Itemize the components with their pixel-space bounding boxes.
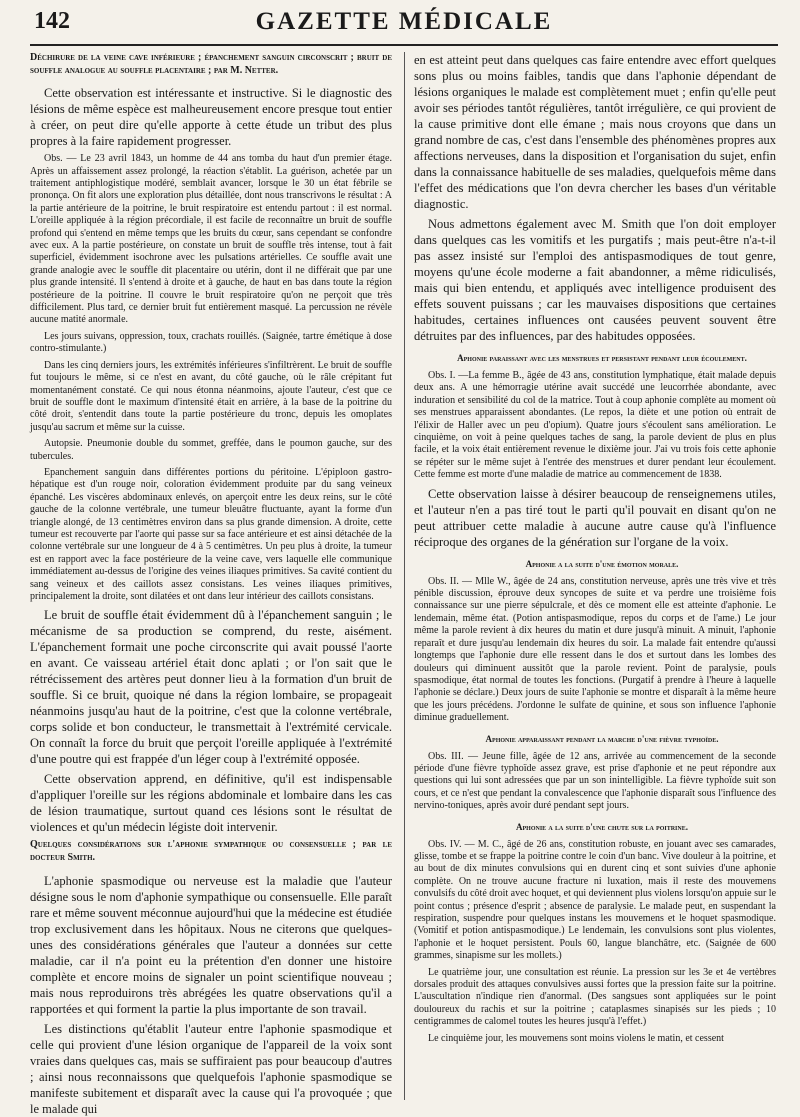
aphonie-paragraph: L'aphonie spasmodique ou nerveuse est la maladie que l'auteur désigne sous le nom d'aphonie sympathique ou consensuelle. Elle paraît rare et même souvent méconnue aujourd'hui que la médecine est étudiée trop exclusivement dans les hôpitaux. Nous ne citerons que quelques-unes des considérations générales que l'auteur a données sur cette maladie, car il n'a point eu la prétention d'en donner une histoire complète et encore moins de signaler un point scientifique nouveau ; mais nous reproduirons très abrégées les quatre observations qu'il a rapportées et qui forment la partie la plus importante de son travail. bbox=[30, 873, 392, 1016]
observation-paragraph: Obs. I. —La femme B., âgée de 43 ans, constitution lymphatique, était malade depuis deux ans. A une hémorragie utérine avait succédé une leucorrhée abondante, avec induration et sensibilité du col de la matrice. Tout à coup aphonie complète au moment où ses menstrues apparaissent abondantes. (Le repos, la diète et une potion où entrait de l'élixir de Haller avec un peu d'opium). Quatre jours s'écoulent sans amélioration. Le cinquième, on voit à peine quelques taches de sang, la parole devient de plus en plus facile, et la voix était entièrement revenue le dixième jour. J'ai vu trois fois cette aphonie se répéter sur le même sujet à l'entrée des menstrues et durer pendant leur écoulement. Cette femme est morte d'une maladie de matrice au commencement de 1838. bbox=[414, 370, 776, 481]
observation-paragraph: Obs. III. — Jeune fille, âgée de 12 ans, arrivée au commencement de la seconde période d'une fièvre typhoïde assez grave, est prise d'aphonie et ne peut répondre aux questions qui lui sont adressées que par un son inintelligible. La fièvre typhoïde suit son cours, et ce n'est que pendant la convalescence que l'aphonie disparaît sous l'influence des nervino-toniques, après avoir duré pendant sept jours. bbox=[414, 750, 776, 812]
continued-paragraph: en est atteint peut dans quelques cas faire entendre avec effort quelques sons plus ou moins faibles, tandis que dans l'aphonie dépendant de lésions organiques le malade est complètement muet ; enfin qu'elle peut avoir ses périodes tantôt régulières, tantôt irrégulière, ce qui provient de la cause primitive dont elle émane ; mais nous croyons que dans un grand nombre de cas, c'est dans l'ensemble des phénomènes propres aux affections nerveuses, dans la disposition et l'organisation du sujet, enfin dans la connaissance habituelle de ses maladies, quelquefois même dans l'effet des médications que l'on devra chercher les bases d'un véritable diagnostic. bbox=[414, 53, 776, 211]
continued-paragraph: Nous admettons également avec M. Smith que l'on doit employer dans quelques cas les vomitifs et les purgatifs ; mais peut-être n'a-t-il pas assez insisté sur l'emploi des antispasmodiques de tout genre, moyens qu'une école moderne a fait abandonner, a même ridiculisés, mais qui bien entendu, et appliqués avec intelligence produisent des effets souvent puissans ; car les mauvaises dispositions que certaines habitudes, certaines influences ont causées peuvent souvent être détruites par des influences, par des habitudes opposées. bbox=[414, 217, 776, 343]
observation-paragraph: Le quatrième jour, une consultation est réunie. La pression sur les 3e et 4e vertèbres dorsales produit des attaques convulsives aussi fortes que la pression faite sur la poitrine. L'auscultation n'indique rien d'anormal. (Des sangsues sont appliquées sur le point douloureux du rachis et sur la poitrine ; cataplasmes sinapisés sur les pieds ; 10 centigrammes de calomel toutes les heures jusqu'à l'effet.) bbox=[414, 966, 776, 1028]
commentary-paragraph: Le bruit de souffle était évidemment dû à l'épanchement sanguin ; le mécanisme de sa production se comprend, du reste, aisément. L'épanchement formait une poche circonscrite qui avait poussé l'aorte en avant. Ce vaisseau artériel était donc aplati ; or l'on sait que le rétrécissement des artères peut donner lieu à la formation d'un bruit de souffle. Si ce bruit, quoique né dans la région lombaire, se propageait néanmoins jusqu'au haut de la poitrine, c'est que la colonne vertébrale, corps solide et bon conducteur, le transmettait à l'extrémité cervicale. On connaît la force du bruit que perçoit l'oreille appliquée à l'extrémité d'une poutre qui est frappée d'un léger coup à l'extrémité opposée. bbox=[30, 608, 392, 767]
intro-paragraph: Cette observation est intéressante et instructive. Si le diagnostic des lésions de même espèce est malheureusement encore presque tout entier à créer, on peut dire qu'elle apporte à cette étude un tribut des plus propres à la faire rapidement progresser. bbox=[30, 86, 392, 149]
page-number: 142 bbox=[34, 8, 70, 34]
observation-paragraph: Dans les cinq derniers jours, les extrémités inférieures s'infiltrèrent. Le bruit de souffle fut toujours le même, si ce n'est en avant, du côté gauche, où le râle crépitant fut momentanément constaté. Ce qui nous étonna néanmoins, ajoute l'auteur, c'est que ce bruit de souffle dont le maximum d'intensité était en arrière, à la base de la poitrine du côté droit, s'entendit dans toute la partie postérieure du tronc, depuis les omoplates jusqu'au sacrum et même sur la cuisse. bbox=[30, 359, 392, 433]
aphonie-paragraph: Les distinctions qu'établit l'auteur entre l'aphonie spasmodique et celle qui provient d'une lésion organique de l'appareil de la voix sont vraies dans quelques cas, mais se suffiraient pas pour beaucoup d'autres ; ainsi nous reconnaissons que quelquefois l'aphonie spasmodique se manifeste subitement et disparaît avec la cause qui l'a provoquée ; que le malade qui bbox=[30, 1021, 392, 1116]
observation-paragraph: Les jours suivans, oppression, toux, crachats rouillés. (Saignée, tartre émétique à dose contro-stimulante.) bbox=[30, 330, 392, 355]
right-column bbox=[414, 52, 776, 1100]
journal-title: GAZETTE MÉDICALE bbox=[255, 8, 553, 35]
autopsy-paragraph: Autopsie. Pneumonie double du sommet, greffée, dans le poumon gauche, sur des tubercules. bbox=[30, 438, 392, 462]
section-title-netter: Déchirure de la veine cave inférieure ; épanchement sanguin circonscrit ; bruit de souffle analogue au souffle placentaire ; par M. Netter. bbox=[30, 52, 392, 76]
subsection-title: Aphonie apparaissant pendant la marche d'une fièvre typhoïde. bbox=[485, 733, 719, 744]
column-divider bbox=[404, 52, 405, 1100]
subsection-title: Aphonie paraissant avec les menstrues et persistant pendant leur écoulement. bbox=[457, 353, 747, 363]
observation-paragraph: Epanchement sanguin dans différentes portions du péritoine. L'épiploon gastro-hépatique est d'un rouge noir, coloration évidemment produite par du sang veineux épanché. Les viscères abdominaux enlevés, on aperçoit entre les deux reins, sur le côté gauche de la colonne vertébrale, une tumeur bleuâtre fluctuante, ayant la forme d'un triangle alongé, de 13 centimètres environ dans sa plus grande dimension. A droite, cette tumeur est recouverte par l'aorte qui passe sur sa face antérieure et est ainsi détachée de la colonne vertébrale sur une longueur de 4 à 5 centimètres. Un peu plus à droite, la tumeur est en rapport avec la face postérieure de la veine cave, vers laquelle elle communique immédiatement au-dessus de l'origine des veines iliaques primitives. Sa cavité contient du sang veineux et des caillots assez consistans. Les veines iliaques primitives, principalement la droite, sont dilatées et ont dans leur intérieur des caillots consistans. bbox=[30, 466, 392, 602]
subsection-title: Aphonie a la suite d'une émotion morale. bbox=[525, 558, 679, 569]
observation-paragraph: Le cinquième jour, les mouvemens sont moins violens le matin, et cessent bbox=[428, 1032, 724, 1044]
left-column bbox=[30, 52, 392, 1116]
observation-paragraph: Obs. IV. — M. C., âgé de 26 ans, constitution robuste, en jouant avec ses camarades, glisse, tombe et se frappe la poitrine contre le coin d'un banc. Vive douleur à la poitrine, et au bout de dix minutes convulsions qui en durent cinq et sont suivies d'une aphonie complète. On ne trouve aucune fracture ni luxation, mais il reste des mouvemens convulsifs du côté droit avec hoquet, et qui deviennent plus violens lorsqu'on appuie sur le point contus ; présence d'esprit ; absence de paralysie. Le malade peut, en suspendant la respiration, suspendre pour quelques instans les mouvemens et le hoquet spasmodique. (Vomitif et potion antispasmodique.) Le lendemain, les convulsions sont plus violentes, l'aphonie et le hoquet persistent. Pouls 60, langue blanchâtre, etc. (Saignée de 600 grammes, sinapisme sur les mollets.) bbox=[414, 838, 777, 962]
page-header bbox=[30, 4, 778, 46]
commentary-paragraph: Cette observation laisse à désirer beaucoup de renseignemens utiles, et l'auteur n'en a pas tiré tout le parti qu'il pouvait en disant qu'on ne peut attribuer cette maladie à aucune autre cause qu'à l'influence réciproque des organes de la génération sur l'organe de la voix. bbox=[414, 486, 776, 549]
section-title-smith: Quelques considérations sur l'aphonie sympathique ou consensuelle ; par le docteur Smith. bbox=[30, 839, 392, 863]
observation-paragraph: Obs. II. — Mlle W., âgée de 24 ans, constitution nerveuse, après une très vive et très pénible discussion, éprouve deux syncopes de suite et va perdre une troisième fois connaissance sur une pierre sépulcrale, et dès ce moment elle est atteinte d'aphonie. Le lendemain, même état. (Potion antispasmodique, repos du corps et de l'ame.) Le jour même la parole revient à dix heures du matin et dure jusqu'à minuit. A minuit, l'aphonie reparaît et dure jusqu'au lendemain dix heures du soir. La malade fait entendre qu'aussi longtemps que l'aphonie dure elle ressent dans le dos et surtout dans les lombes des douleurs qui diminuent aussitôt que la parole revient. Point de paralysie, pouls spasmodique, état normal de toutes les fonctions. (Purgatif à prendre à l'heure à laquelle l'aphonie se déclare.) Deux jours de suite l'aphonie se montre et disparaît à la même heure que les jours précédens. J'ordonne le sulfate de quinine, et sous son influence l'aphonie diminue graduellement. bbox=[414, 575, 776, 724]
subsection-title: Aphonie a la suite d'une chute sur la poitrine. bbox=[516, 821, 688, 832]
commentary-paragraph: Cette observation apprend, en définitive, qu'il est indispensable d'appliquer l'oreille sur les régions abdominale et lombaire dans les cas de lésion traumatique, surtout quand ces lésions sont le résultat de violences et qu'un médecin légiste doit intervenir. bbox=[30, 772, 392, 835]
observation-paragraph: Obs. — Le 23 avril 1843, un homme de 44 ans tomba du haut d'un premier étage. Après un affaissement assez prolongé, la réaction s'établit. La guérison, achetée par un traitement antiphlogistique modéré, semblait avancer, lorsque le 30 un état fébrile se prononça. On fit alors une exploration plus détaillée, dont nous transcrivons le résultat : A la partie antérieure de la poitrine, le bruit respiratoire est entendu partout : il est normal. L'oreille appliquée à la région précordiale, il est facile de reconnaître un bruit de souffle profond qui s'entend en même temps que les bruits du cœur, sans cependant se confondre avec eux. A la partie postérieure, on constate un bruit de souffle très intense, tout à fait superficiel, évidemment isochrone avec les pulsations artérielles. Ce souffle avait une grande analogie avec le souffle dit placentaire ou utérin, dont il ne différait que par une plus grande intensité. Il s'entend à droite et à gauche, de haut en bas dans toute la région postérieure de la poitrine. Il couvre le bruit respiratoire qu'on ne perçoit que très difficilement. Plus tard, ce dernier bruit fut entièrement masqué. La percussion ne révèle aucune matité anormale. bbox=[30, 153, 392, 326]
